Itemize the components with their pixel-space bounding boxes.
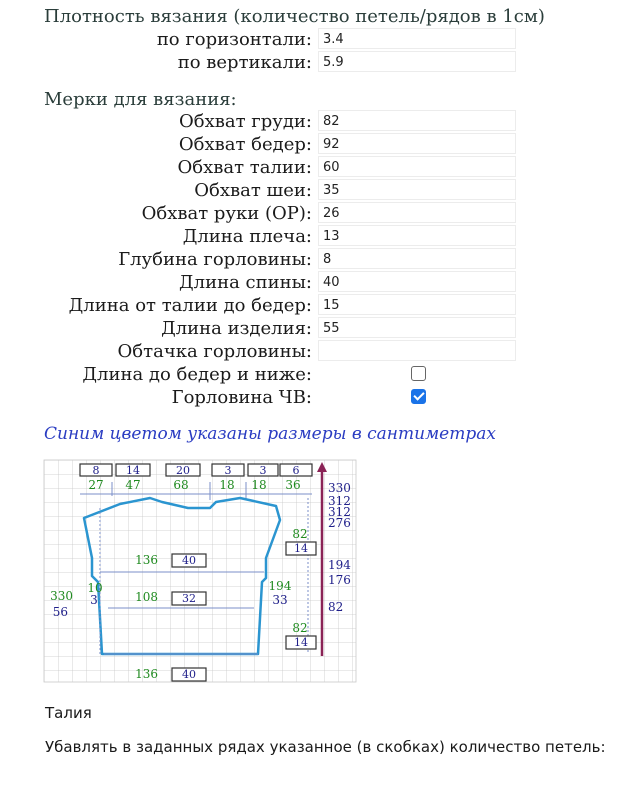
- check-label: Горловина ЧВ:: [171, 387, 312, 408]
- measure-row-shoulder: [0, 225, 638, 248]
- check-row-neck-back: [0, 386, 638, 409]
- left-increase-a: 10: [87, 581, 103, 595]
- top-box-3-value: 20: [176, 464, 190, 477]
- check-row-hip-length: [0, 363, 638, 386]
- top-label-5: 18: [251, 478, 267, 492]
- top-label-1: 27: [88, 478, 104, 492]
- left-increase-b: 3: [90, 593, 98, 607]
- top-label-3: 68: [173, 478, 189, 492]
- left-total-cm: 56: [52, 605, 68, 619]
- measure-label: Обхват талии:: [177, 157, 312, 178]
- measure-label: Длина плеча:: [182, 226, 312, 247]
- right-row-3: 312: [328, 505, 351, 519]
- measure-row-waist: [0, 156, 638, 179]
- measure-label: Обхват бедер:: [178, 134, 312, 155]
- neck-input[interactable]: 35: [318, 179, 516, 200]
- top-box-1: [80, 464, 112, 477]
- measure-label: Длина спины:: [179, 272, 312, 293]
- measure-row-neck: [0, 179, 638, 202]
- section-title: Талия: [45, 704, 92, 722]
- top-box-2-value: 14: [126, 464, 140, 477]
- top-label-6: 36: [285, 478, 301, 492]
- top-box-6: [280, 464, 312, 477]
- left-total-rows: 330: [50, 589, 73, 603]
- units-note: Синим цветом указаны размеры в сантиметрах: [44, 424, 496, 444]
- green-82-bottom: 82: [292, 621, 308, 635]
- chest-input[interactable]: 82: [318, 110, 516, 131]
- top-box-4-value: 3: [224, 464, 232, 477]
- top-box-6-value: 6: [292, 464, 300, 477]
- measure-label: Обтачка горловины:: [117, 341, 312, 362]
- side-rows: 194: [268, 579, 292, 593]
- right-row-1: 330: [328, 481, 351, 495]
- density-vertical-label: по вертикали:: [177, 52, 312, 73]
- measure-label: Глубина горловины:: [118, 249, 312, 270]
- top-box-3: [166, 464, 200, 477]
- box-14-top-value: 14: [294, 542, 308, 555]
- right-row-6: 176: [328, 573, 351, 587]
- measure-row-back-length: [0, 271, 638, 294]
- measure-label: Обхват груди:: [179, 111, 312, 132]
- neck-depth-input[interactable]: 8: [318, 248, 516, 269]
- green-82-top: 82: [292, 527, 308, 541]
- density-row-horizontal: [0, 28, 638, 51]
- garment-length-input[interactable]: 55: [318, 317, 516, 338]
- top-box-1-value: 8: [92, 464, 100, 477]
- density-heading: Плотность вязания (количество петель/рядов в 1см): [44, 6, 545, 27]
- chest-stitches: 136: [135, 553, 158, 567]
- top-box-2: [116, 464, 150, 477]
- measure-row-hips: [0, 133, 638, 156]
- density-horizontal-label: по горизонтали:: [156, 29, 312, 50]
- measure-row-garment-length: [0, 317, 638, 340]
- arm-input[interactable]: 26: [318, 202, 516, 223]
- top-label-4: 18: [219, 478, 235, 492]
- hem-cm: 40: [182, 668, 196, 681]
- neck-trim-input[interactable]: [318, 340, 516, 361]
- measure-label: Обхват руки (ОР):: [141, 203, 312, 224]
- measure-row-neck-depth: [0, 248, 638, 271]
- density-vertical-input[interactable]: 5.9: [318, 51, 516, 72]
- back-length-input[interactable]: 40: [318, 271, 516, 292]
- chest-cm: 40: [182, 554, 196, 567]
- waist-input[interactable]: 60: [318, 156, 516, 177]
- waist-hip-input[interactable]: 15: [318, 294, 516, 315]
- top-box-5-value: 3: [259, 464, 267, 477]
- section-text: Убавлять в заданных рядах указанное (в скобках) количество петель:: [45, 738, 606, 756]
- top-box-4: [212, 464, 244, 477]
- density-row-vertical: [0, 51, 638, 74]
- side-cm: 33: [272, 593, 288, 607]
- measure-row-chest: [0, 110, 638, 133]
- box-14-bottom-value: 14: [294, 636, 308, 649]
- measure-label: Длина от талии до бедер:: [68, 295, 312, 316]
- measure-row-waist-hip: [0, 294, 638, 317]
- measure-row-arm: [0, 202, 638, 225]
- waist-cm: 32: [182, 592, 196, 605]
- hip-length-checkbox[interactable]: [411, 366, 426, 381]
- measure-row-neck-trim: [0, 340, 638, 363]
- measure-label: Длина изделия:: [161, 318, 312, 339]
- measures-heading: Мерки для вязания:: [44, 89, 237, 110]
- top-box-5: [248, 464, 278, 477]
- hips-input[interactable]: 92: [318, 133, 516, 154]
- knitting-pattern-diagram: [40, 458, 360, 684]
- measure-label: Обхват шеи:: [194, 180, 312, 201]
- top-label-2: 47: [125, 478, 141, 492]
- hem-stitches: 136: [135, 667, 158, 681]
- right-row-7: 82: [328, 600, 344, 614]
- density-horizontal-input[interactable]: 3.4: [318, 28, 516, 49]
- waist-stitches: 108: [135, 590, 158, 604]
- check-label: Длина до бедер и ниже:: [82, 364, 312, 385]
- right-row-2: 312: [328, 494, 351, 508]
- right-row-5: 194: [328, 558, 351, 572]
- shoulder-input[interactable]: 13: [318, 225, 516, 246]
- right-row-4: 276: [328, 516, 351, 530]
- neck-back-checkbox[interactable]: [411, 389, 426, 404]
